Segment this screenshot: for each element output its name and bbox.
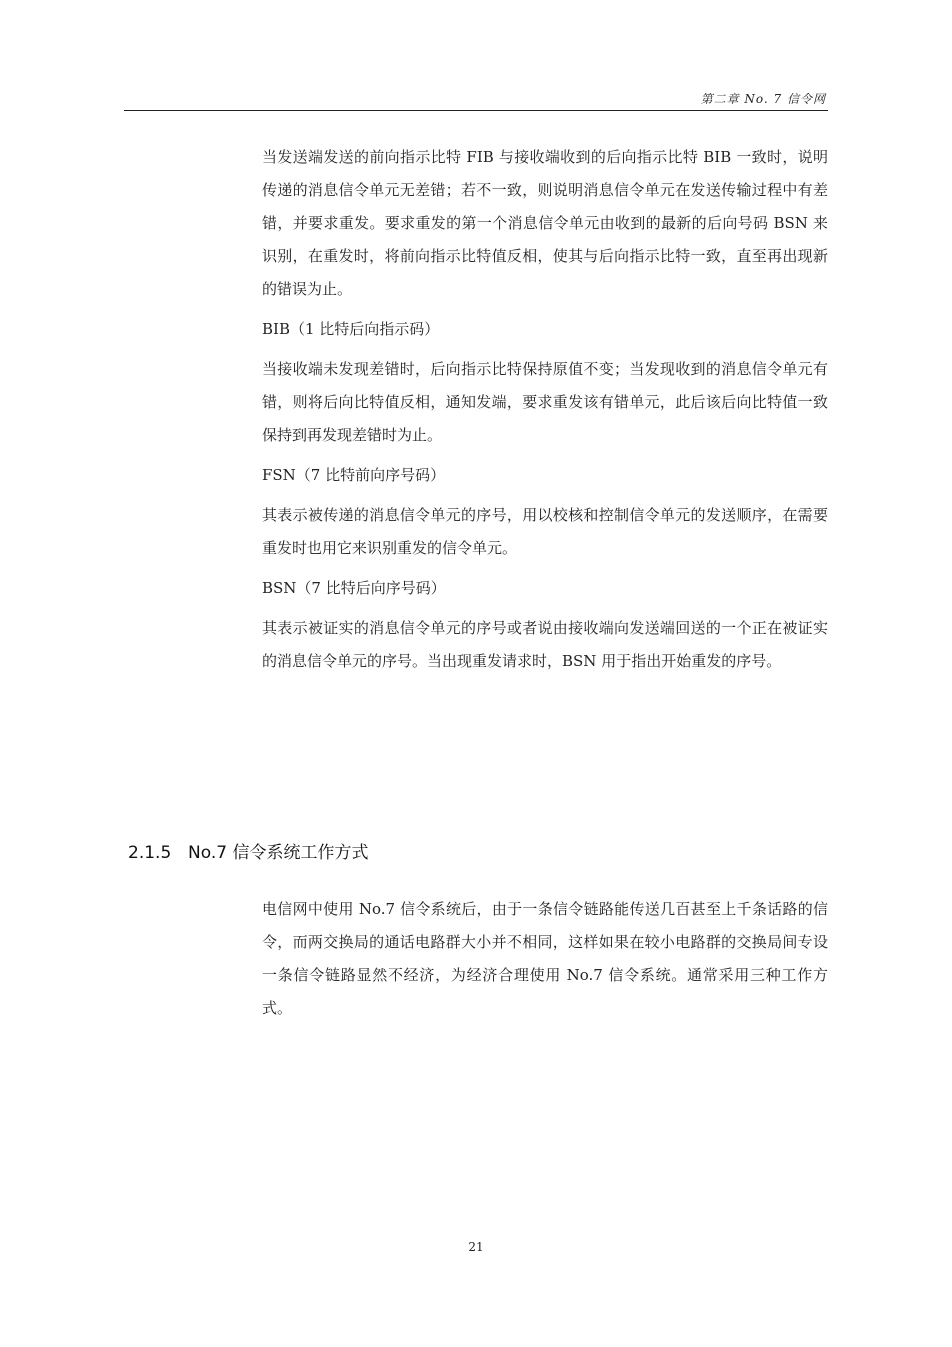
term-fsn: FSN（7 比特前向序号码） [262,466,446,484]
paragraph-bsn: 其表示被证实的消息信令单元的序号或者说由接收端向发送端回送的一个正在被证实的消息信令单元的序号。当出现重发请求时，BSN 用于指出开始重发的序号。 [262,619,828,670]
paragraph-section: 电信网中使用 No.7 信令系统后，由于一条信令链路能传送几百甚至上千条话路的信令，而两交换局的通话电路群大小并不相同，这样如果在较小电路群的交换局间专设一条信令链路显然不经济，为经济合理使用 No.7 信令系统。通常采用三种工作方式。 [262,900,828,1017]
section-title: No.7 信令系统工作方式 [188,843,369,863]
header-rule [124,110,828,111]
body-text-section [262,893,828,1025]
body-text-top [262,141,828,678]
term-bsn: BSN（7 比特后向序号码） [262,579,446,597]
running-header: 第二章 No. 7 信令网 [700,92,826,106]
section-heading [128,838,368,863]
term-bib: BIB（1 比特后向指示码） [262,320,440,338]
page-number: 21 [468,1240,484,1254]
section-number: 2.1.5 [128,843,172,863]
paragraph-bib: 当接收端未发现差错时，后向指示比特保持原值不变；当发现收到的消息信令单元有错，则将后向比特值反相，通知发端，要求重发该有错单元，此后该后向比特值一致保持到再发现差错时为止。 [262,360,828,444]
paragraph-fsn: 其表示被传递的消息信令单元的序号，用以校核和控制信令单元的发送顺序，在需要重发时也用它来识别重发的信令单元。 [262,506,828,557]
paragraph-fib-bib: 当发送端发送的前向指示比特 FIB 与接收端收到的后向指示比特 BIB 一致时，说明传递的消息信令单元无差错；若不一致，则说明消息信令单元在发送传输过程中有差错，并要求重发。要求重发的第一个消息信令单元由收到的最新的后向号码 BSN 来识别，在重发时，将前向指示比特值反相，使其与后向指示比特一致，直至再出现新的错误为止。 [262,148,828,298]
